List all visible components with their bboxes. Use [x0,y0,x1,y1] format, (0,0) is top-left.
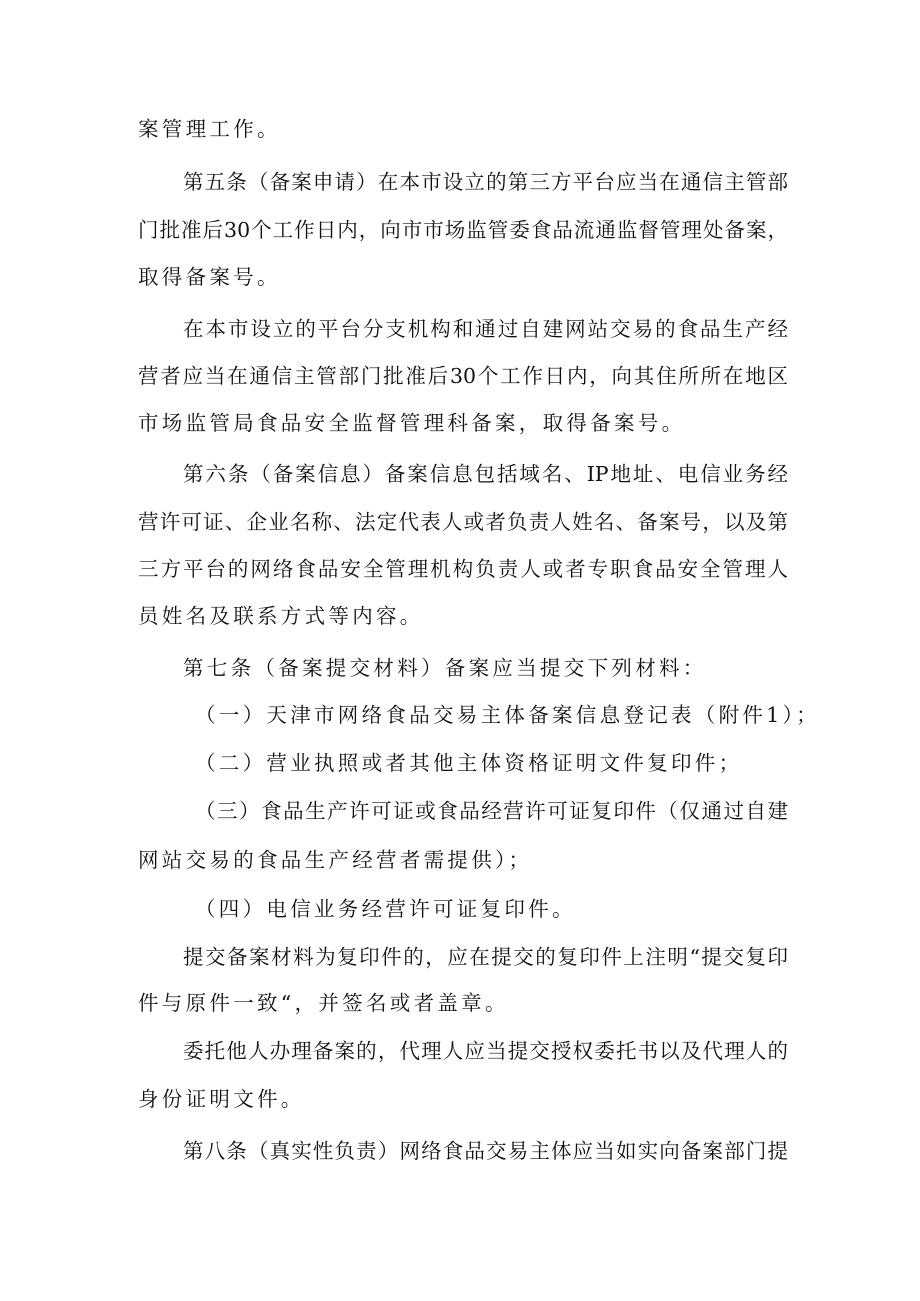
paragraph-line: 提交备案材料为复印件的，应在提交的复印件上注明“提交复印 [183,945,788,969]
paragraph-line: 第五条（备案申请）在本市设立的第三方平台应当在通信主管部 [183,170,788,194]
paragraph-line: 市场监管局食品安全监督管理科备案，取得备案号。 [138,411,686,435]
paragraph-line: 营许可证、企业名称、法定代表人或者负责人姓名、备案号，以及第 [138,510,788,534]
paragraph-line: 三方平台的网络食品安全管理机构负责人或者专职食品安全管理人 [138,557,788,581]
list-item: （三）食品生产许可证或食品经营许可证复印件（仅通过自建 [195,799,788,823]
list-item-continuation: 网站交易的食品生产经营者需提供）； [138,848,533,872]
list-item: （四）电信业务经营许可证复印件。 [195,897,576,921]
paragraph-line: 委托他人办理备案的，代理人应当提交授权委托书以及代理人的 [183,1039,788,1063]
paragraph-line: 第六条（备案信息）备案信息包括域名、IP地址、电信业务经 [183,462,788,486]
paragraph-line: 取得备案号。 [138,265,281,289]
list-item: （一）天津市网络食品交易主体备案信息登记表（附件1）； [195,703,820,727]
paragraph-line: 身份证明文件。 [138,1087,305,1111]
paragraph-line: 门批准后30个工作日内，向市市场监管委食品流通监督管理处备案， [138,218,788,242]
paragraph-line: 营者应当在通信主管部门批准后30个工作日内，向其住所所在地区 [138,364,788,388]
paragraph-line: 件与原件一致“，并签名或者盖章。 [138,991,509,1015]
paragraph-line: 第八条（真实性负责）网络食品交易主体应当如实向备案部门提 [183,1139,788,1163]
paragraph-line: 在本市设立的平台分支机构和通过自建网站交易的食品生产经 [183,317,788,341]
paragraph-line: 员姓名及联系方式等内容。 [138,604,424,628]
list-item: （二）营业执照或者其他主体资格证明文件复印件； [195,751,743,775]
paragraph-line: 案管理工作。 [138,117,281,141]
paragraph-line: 第七条（备案提交材料）备案应当提交下列材料： [183,656,707,680]
